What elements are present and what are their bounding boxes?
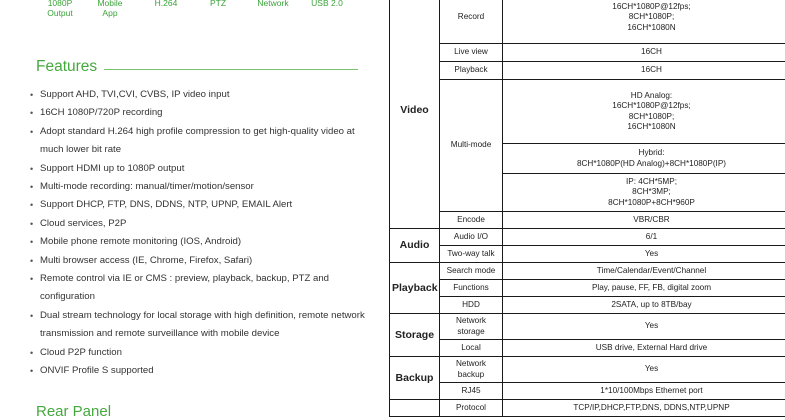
spec-name: Record (440, 0, 503, 44)
feature-item: • 16CH 1080P/720P recording (30, 104, 380, 122)
spec-name: Encode (440, 212, 503, 229)
category-audio: Audio (390, 229, 440, 263)
feature-item: • Remote control via IE or CMS : preview, playback, backup, PTZ and configuration (30, 270, 380, 307)
category-backup: Backup (390, 357, 440, 400)
spec-value: 6/1 (503, 229, 785, 246)
spec-name: Local (440, 340, 503, 357)
spec-value: Play, pause, FF, FB, digital zoom (503, 280, 785, 297)
spec-value: 16CH (503, 44, 785, 62)
spec-value: 16CH*1080P@12fps; 8CH*1080P; 16CH*1080N (503, 0, 785, 44)
spec-value: Time/Calendar/Event/Channel (503, 263, 785, 280)
table-row (390, 229, 785, 246)
category-playback: Playback (390, 263, 440, 314)
table-row (390, 0, 785, 44)
feature-item: • Dual stream technology for local storage with high definition, remote network transmission and remote surveillance with mobile device (30, 307, 380, 344)
category-network (390, 400, 440, 417)
table-row (390, 280, 785, 297)
spec-name: Network backup (440, 357, 503, 383)
feature-item: • Adopt standard H.264 high profile compression to get high-quality video at much lower bit rate (30, 123, 380, 160)
spec-name: Protocol (440, 400, 503, 417)
left-column (0, 0, 385, 416)
feature-item: • Support HDMI up to 1080P output (30, 160, 380, 178)
spec-name: Two-way talk (440, 246, 503, 263)
feature-icon-labels (0, 0, 385, 24)
spec-name: RJ45 (440, 383, 503, 400)
spec-name: HDD (440, 297, 503, 314)
table-row (390, 246, 785, 263)
features-heading: Features (36, 58, 97, 76)
feature-item: • Cloud services, P2P (30, 215, 380, 233)
feature-item: • Support DHCP, FTP, DNS, DDNS, NTP, UPNP, EMAIL Alert (30, 196, 380, 214)
icon-label-network: Network (257, 0, 288, 8)
spec-name: Live view (440, 44, 503, 62)
rear-panel-heading: Rear Panel (36, 403, 111, 420)
spec-table (389, 0, 785, 417)
spec-name: Playback (440, 62, 503, 80)
spec-value: 1*10/100Mbps Ethernet port (503, 383, 785, 400)
table-row (390, 297, 785, 314)
table-row (390, 340, 785, 357)
spec-value: VBR/CBR (503, 212, 785, 229)
icon-label-mobile-app: Mobile App (97, 0, 122, 18)
table-row (390, 383, 785, 400)
category-video: Video (390, 0, 440, 229)
spec-name: Functions (440, 280, 503, 297)
spec-value: Yes (503, 314, 785, 340)
spec-name: Audio I/O (440, 229, 503, 246)
spec-value: HD Analog: 16CH*1080P@12fps; 8CH*1080P; 16CH*1080N (503, 80, 785, 144)
spec-value: USB drive, External Hard drive (503, 340, 785, 357)
features-divider (104, 69, 358, 70)
table-row (390, 212, 785, 229)
spec-value: Yes (503, 357, 785, 383)
feature-item: • ONVIF Profile S supported (30, 362, 380, 380)
table-row (390, 400, 785, 417)
spec-value: 16CH (503, 62, 785, 80)
spec-value: Yes (503, 246, 785, 263)
spec-value: 2SATA, up to 8TB/bay (503, 297, 785, 314)
feature-item: • Cloud P2P function (30, 344, 380, 362)
spec-value: TCP/IP,DHCP,FTP,DNS, DDNS,NTP,UPNP (503, 400, 785, 417)
feature-item: • Mobile phone remote monitoring (IOS, Android) (30, 233, 380, 251)
features-list (30, 86, 380, 381)
spec-name: Search mode (440, 263, 503, 280)
spec-name: Network storage (440, 314, 503, 340)
feature-item: • Support AHD, TVI,CVI, CVBS, IP video input (30, 86, 380, 104)
table-row (390, 44, 785, 62)
icon-label-usb: USB 2.0 (311, 0, 343, 8)
spec-value: IP: 4CH*5MP; 8CH*3MP; 8CH*1080P+8CH*960P (503, 174, 785, 212)
table-row (390, 357, 785, 383)
icon-label-ptz: PTZ (210, 0, 226, 8)
spec-name: Multi-mode (440, 80, 503, 212)
category-storage: Storage (390, 314, 440, 357)
feature-item: • Multi-mode recording: manual/timer/motion/sensor (30, 178, 380, 196)
table-row (390, 263, 785, 280)
feature-item: • Multi browser access (IE, Chrome, Firefox, Safari) (30, 252, 380, 270)
table-row (390, 80, 785, 144)
icon-label-1080p-output: 1080P Output (47, 0, 73, 18)
table-row (390, 314, 785, 340)
table-row (390, 62, 785, 80)
icon-label-h264: H.264 (155, 0, 178, 8)
spec-value: Hybrid: 8CH*1080P(HD Analog)+8CH*1080P(IP) (503, 144, 785, 174)
